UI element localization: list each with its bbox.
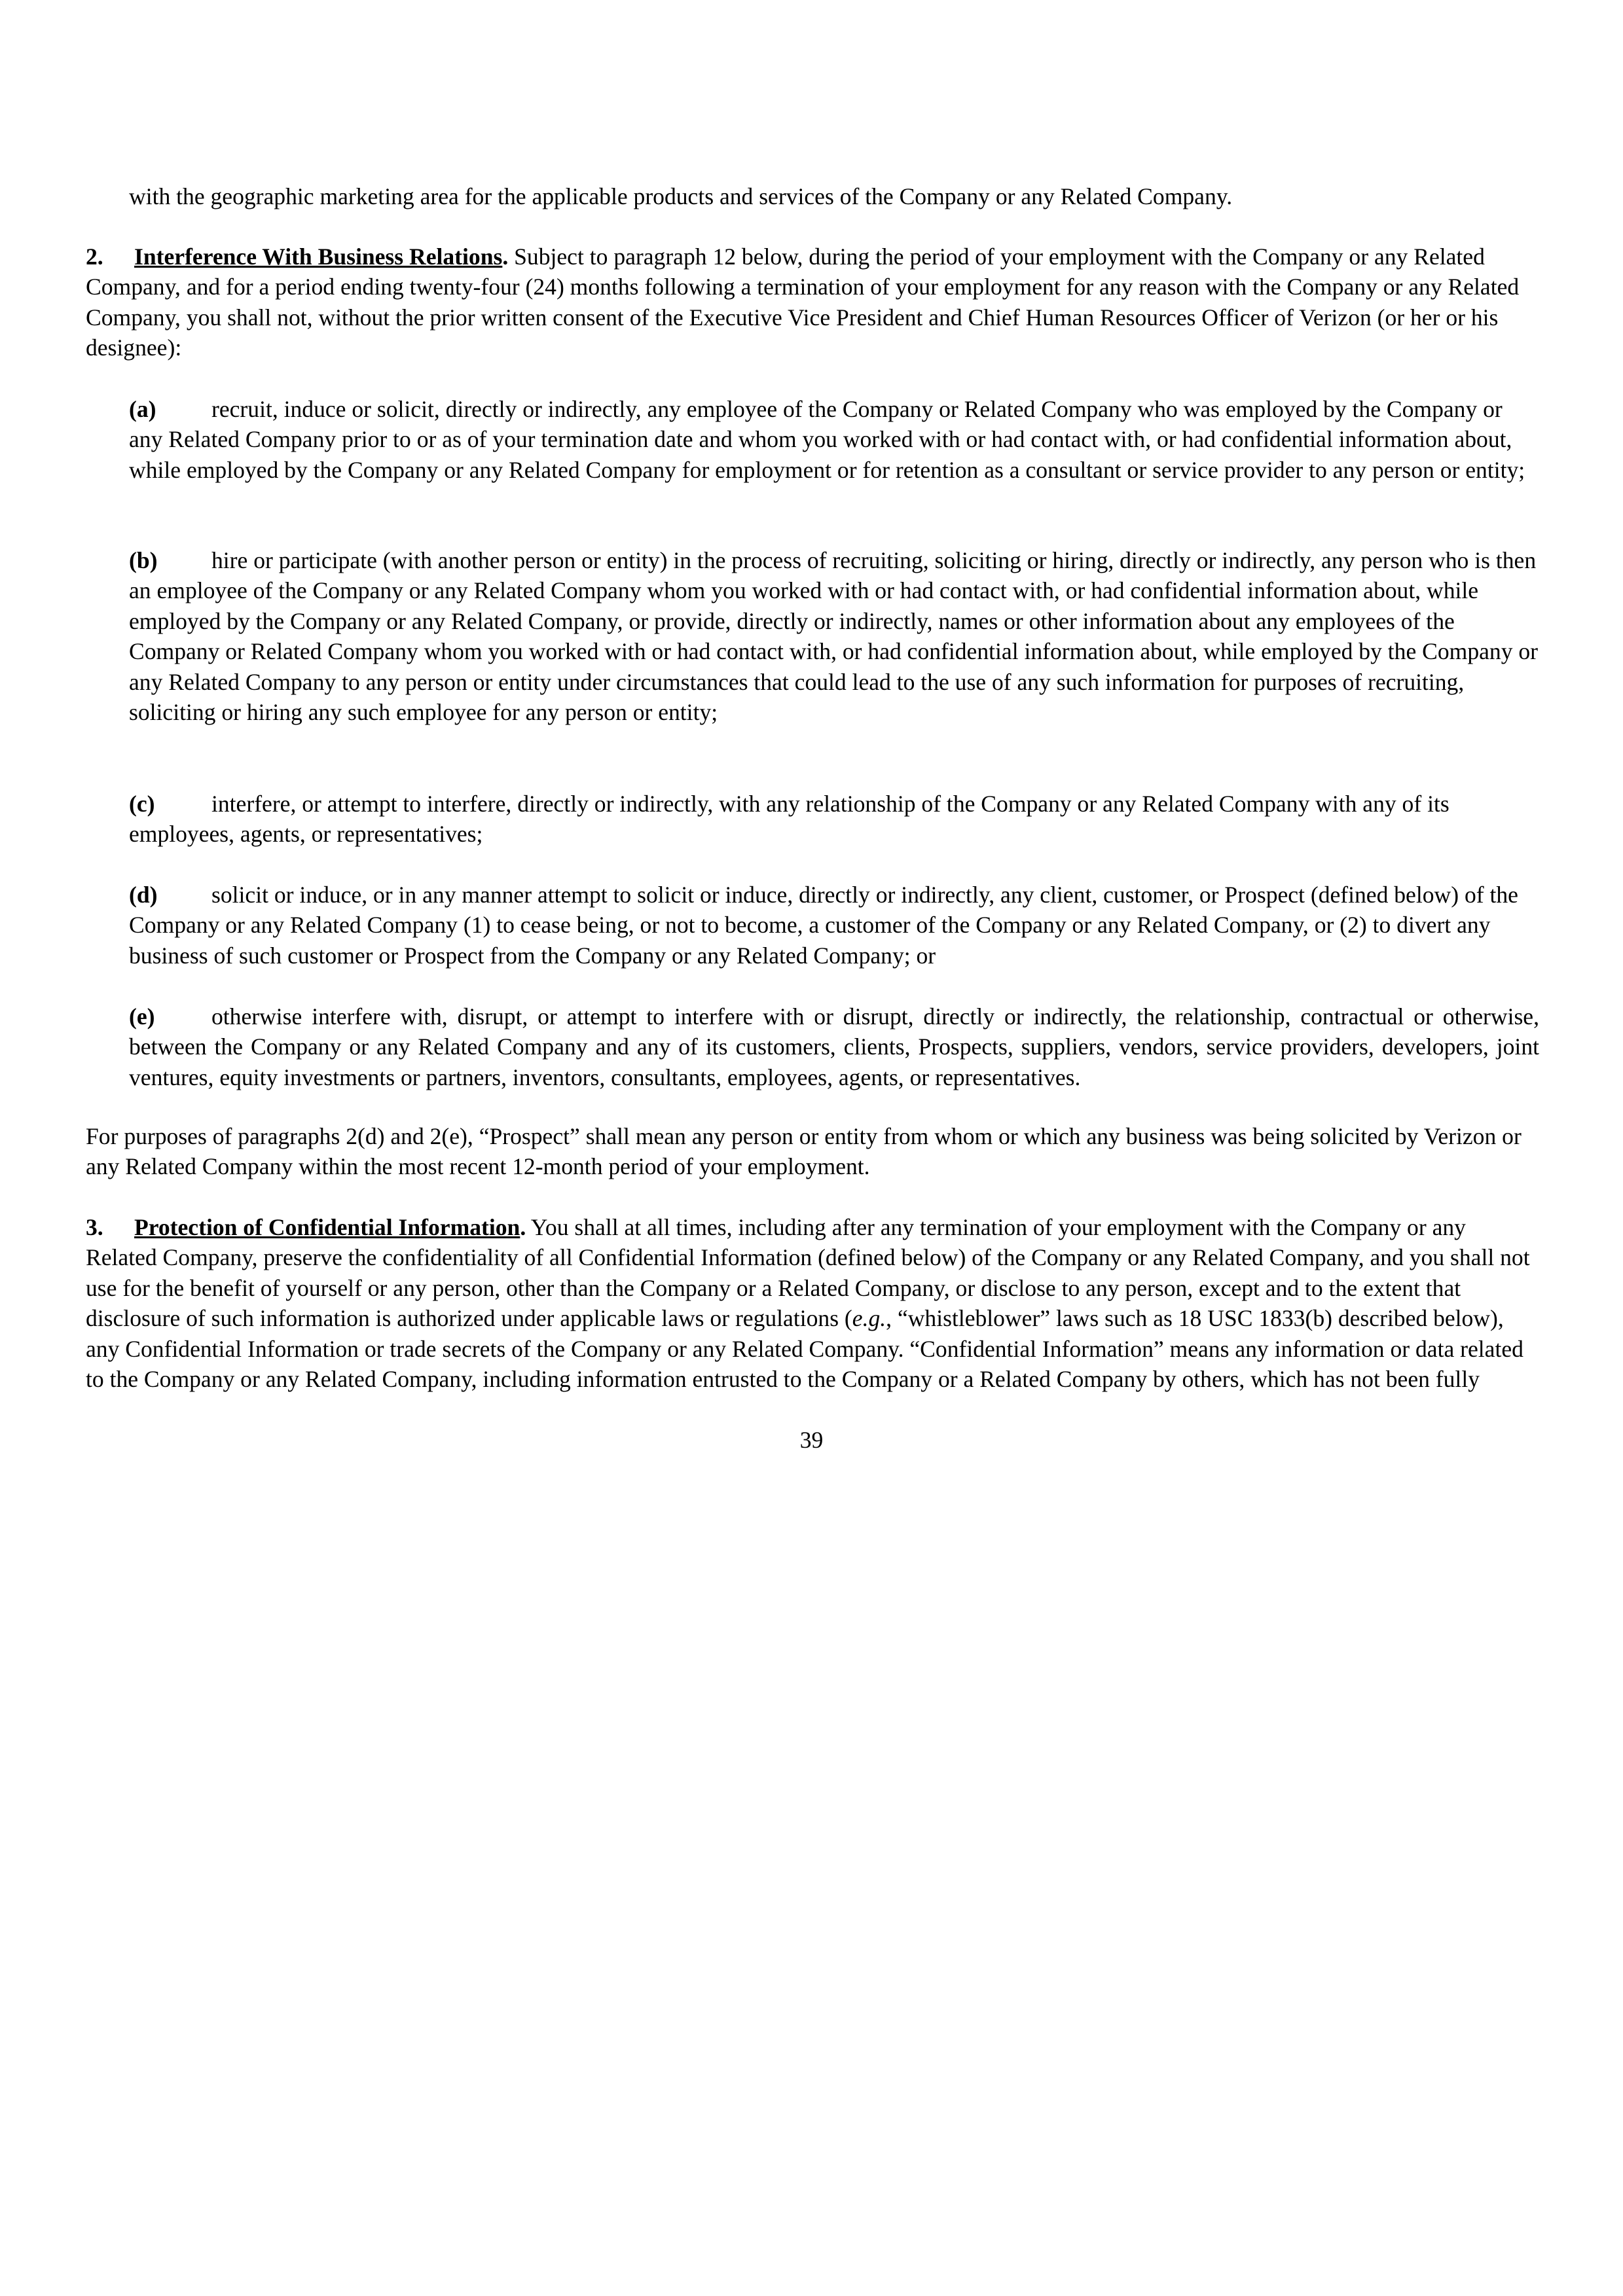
clause-c-text: interfere, or attempt to interfere, directly or indirectly, with any relationship of the Company or any Related Company with any of its employees, agents, or representatives; (129, 791, 1450, 848)
section-2-number: 2. (86, 243, 103, 270)
clause-a (129, 394, 1539, 485)
section-2-text: Subject to paragraph 12 below, during the period of your employment with the Company or any Related Company, and for a period ending twenty-four (24) months following a termination of your employment for any reason with the Company or any Related Company, you shall not, without the prior written consent of the Executive Vice President and Chief Human Resources Officer of Verizon (or her or his designee): (86, 243, 1520, 361)
section-2-paragraph (86, 242, 1539, 363)
clause-e (129, 1001, 1539, 1092)
clause-b-label: (b) (129, 547, 158, 573)
section-3-paragraph (86, 1212, 1539, 1394)
clause-d (129, 880, 1539, 971)
clause-d-text: solicit or induce, or in any manner attempt to solicit or induce, directly or indirectly, any client, customer, or Prospect (defined below) of the Company or any Related Company (1) to cease being, or not to become, a customer of the Company or any Related Company, or (2) to divert any business of such customer or Prospect from the Company or any Related Company; or (129, 882, 1518, 969)
clause-b-text: hire or participate (with another person or entity) in the process of recruiting, soliciting or hiring, directly or indirectly, any person who is then an employee of the Company or any Related Company whom you worked with or had contact with, or had confidential information about, while employed by the Company or any Related Company, or provide, directly or indirectly, names or other information about any employees of the Company or Related Company whom you worked with or had contact with, or had confidential information about, while employed by the Company or any Related Company to any person or entity under circumstances that could lead to the use of any such information for purposes of recruiting, soliciting or hiring any such employee for any person or entity; (129, 547, 1539, 726)
clause-a-label: (a) (129, 396, 156, 422)
clause-c (129, 789, 1539, 850)
section-3-number: 3. (86, 1214, 103, 1240)
section-3-heading: Protection of Confidential Information (134, 1214, 520, 1240)
section-3-eg: e.g. (852, 1305, 886, 1332)
page-number: 39 (799, 1427, 824, 1453)
section-3-text-part2: , “whistleblower” laws such as 18 USC 1833(b) described below), any Confidential Information or trade secrets of the Company or any Related Company. “Confidential Information” means any information or data related to the Company or any Related Company, including information entrusted to the Company or a Related Company by others, which has not been fully (86, 1305, 1523, 1393)
clause-e-text: otherwise interfere with, disrupt, or attempt to interfere with or disrupt, directly or indirectly, the relationship, contractual or otherwise, between the Company or any Related Company and any of its customers, clients, Prospects, suppliers, vendors, service providers, developers, joint ventures, equity investments or partners, inventors, consultants, employees, agents, or representatives. (129, 1003, 1539, 1090)
section-2-heading-period: . (502, 243, 509, 270)
clause-c-label: (c) (129, 791, 155, 817)
clause-e-label: (e) (129, 1003, 155, 1030)
section-3-heading-period: . (520, 1214, 526, 1240)
continuation-line: with the geographic marketing area for the applicable products and services of the Company or any Related Company. (129, 183, 1233, 209)
clause-b (129, 545, 1539, 727)
clause-a-text: recruit, induce or solicit, directly or indirectly, any employee of the Company or Related Company who was employed by the Company or any Related Company prior to or as of your termination date and whom you worked with or had contact with, or had confidential information about, while employed by the Company or any Related Company for employment or for retention as a consultant or service provider to any person or entity; (129, 396, 1525, 483)
section-3-text-part1: You shall at all times, including after any termination of your employment with the Company or any Related Company, preserve the confidentiality of all Confidential Information (defined below) of the Company or any Related Company, and you shall not use for the benefit of yourself or any person, other than the Company or a Related Company, or disclose to any person, except and to the extent that disclosure of such information is authorized under applicable laws or regulations ( (86, 1214, 1530, 1332)
prospect-definition-paragraph: For purposes of paragraphs 2(d) and 2(e), “Prospect” shall mean any person or entity from whom or which any business was being solicited by Verizon or any Related Company within the most recent 12-month period of your employment. (86, 1123, 1522, 1180)
section-2-heading: Interference With Business Relations (134, 243, 503, 270)
clause-d-label: (d) (129, 882, 158, 908)
